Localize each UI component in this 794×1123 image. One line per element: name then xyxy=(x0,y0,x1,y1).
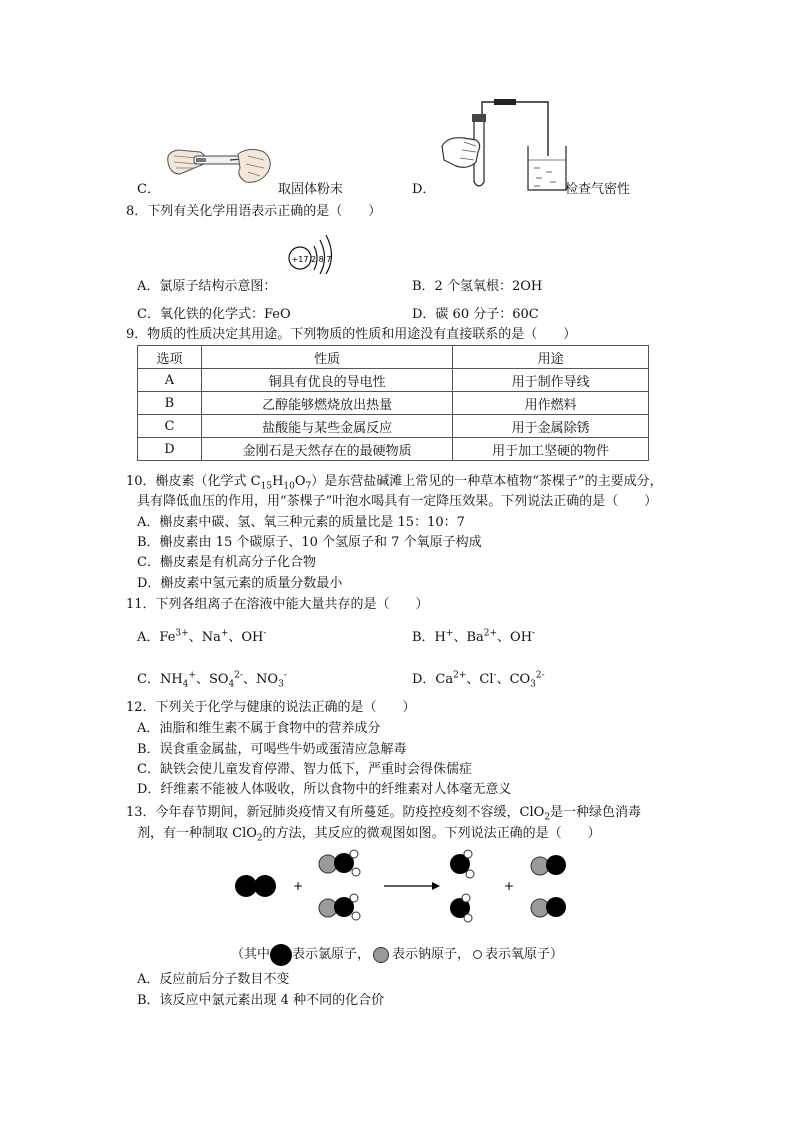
option-a: A．槲皮素中碳、氢、氧三种元素的质量比是 15：10：7 xyxy=(137,515,465,530)
option-caption: 检查气密性 xyxy=(565,182,631,197)
cell-use: 用于金属除锈 xyxy=(453,415,649,438)
oxygen-atom-icon xyxy=(473,950,482,959)
option-label: C． xyxy=(137,182,160,197)
option-d: D．槲皮素中氢元素的质量分数最小 xyxy=(137,576,343,591)
option-a: A．油脂和维生素不属于食物中的营养成分 xyxy=(137,721,381,736)
atom-legend xyxy=(231,943,563,967)
cell-use: 用作燃料 xyxy=(453,392,649,415)
question-stem-line-1: 13．今年春节期间，新冠肺炎疫情又有所蔓延。防疫控疫刻不容缓，ClO$_2$是一种绿色消毒 xyxy=(126,805,642,823)
cell-option: A xyxy=(138,369,202,392)
cell-use: 用于制作导线 xyxy=(453,369,649,392)
option-d: D．碳 60 分子：60C xyxy=(412,307,539,322)
table-row xyxy=(138,369,649,392)
legend-chlorine-label: 表示氯原子， xyxy=(292,947,371,962)
option-c: C．$NH_4^+$、$SO_4^{2-}$、$NO_3^-$ xyxy=(137,670,287,690)
option-b: B．H+、$Ba^{2+}$、OH- xyxy=(412,628,536,645)
cell-property: 乙醇能够燃烧放出热量 xyxy=(201,392,452,415)
option-c: C．槲皮素是有机高分子化合物 xyxy=(137,555,316,570)
option-c: C．缺铁会使儿童发育停滞、智力低下，严重时会得侏儒症 xyxy=(137,762,472,777)
option-a: A．反应前后分子数目不变 xyxy=(137,972,290,987)
plus-sign: + xyxy=(503,879,515,893)
question-stem: 8．下列有关化学用语表示正确的是（ ） xyxy=(126,204,382,219)
header-option: 选项 xyxy=(138,346,202,369)
legend-prefix: （其中 xyxy=(231,947,271,962)
hands-test-tube-illustration xyxy=(160,140,278,192)
cell-use: 用于加工坚硬的物件 xyxy=(453,438,649,461)
clo2-molecule xyxy=(450,850,474,878)
option-c: C．氧化铁的化学式：FeO xyxy=(137,307,291,322)
option-caption: 取固体粉末 xyxy=(278,182,344,197)
cell-property: 盐酸能与某些金属反应 xyxy=(201,415,452,438)
electron-shells: 2 8 7 xyxy=(311,255,332,264)
header-property: 性质 xyxy=(201,346,452,369)
question-stem: 9．物质的性质决定其用途。下列物质的性质和用途没有直接联系的是（ ） xyxy=(126,327,577,342)
cell-option: C xyxy=(138,415,202,438)
properties-uses-table xyxy=(137,345,649,461)
legend-sodium-label: 表示钠原子， xyxy=(392,947,471,962)
cell-option: D xyxy=(138,438,202,461)
table-row xyxy=(138,415,649,438)
option-b: B．槲皮素由 15 个碳原子、10 个氢原子和 7 个氧原子构成 xyxy=(137,535,482,550)
cell-option: B xyxy=(138,392,202,415)
naclo2-molecule xyxy=(319,894,360,920)
sodium-atom-icon xyxy=(373,947,389,963)
question-stem: 11．下列各组离子在溶液中能大量共存的是（ ） xyxy=(126,597,429,612)
cell-property: 铜具有优良的导电性 xyxy=(201,369,452,392)
airtightness-apparatus-illustration xyxy=(438,96,568,196)
table-row xyxy=(138,438,649,461)
question-stem-line-2: 剂，有一种制取 ClO$_2$的方法，其反应的微观图如图。下列说法正确的是（ ） xyxy=(137,826,601,844)
cell-property: 金刚石是天然存在的最硬物质 xyxy=(201,438,452,461)
chlorine-atom-icon xyxy=(270,944,292,966)
question-stem: 12．下列关于化学与健康的说法正确的是（ ） xyxy=(126,700,416,715)
legend-oxygen-label: 表示氧原子） xyxy=(485,947,564,962)
table-row xyxy=(138,392,649,415)
option-b: B．2 个氢氧根：2OH xyxy=(412,279,543,294)
question-stem-line-1: 10．槲皮素（化学式 $C_{15}H_{10}O_7$）是东营盐碱滩上常见的一种草本植物“茶棵子”的主要成分， xyxy=(126,474,663,492)
table-header-row xyxy=(138,346,649,369)
nucleus-charge: +17 xyxy=(291,255,309,264)
nacl-molecule xyxy=(531,897,566,917)
cl2-molecule xyxy=(235,875,276,897)
reaction-microscopic-diagram xyxy=(228,846,578,926)
option-d: D．纤维素不能被人体吸收，所以食物中的纤维素对人体毫无意义 xyxy=(137,782,512,797)
nacl-molecule xyxy=(531,855,566,875)
naclo2-molecule xyxy=(319,850,360,876)
question-stem-line-2: 具有降低血压的作用，用“茶棵子”叶泡水喝具有一定降压效果。下列说法正确的是（ ） xyxy=(137,494,658,509)
chlorine-atom-structure-diagram xyxy=(284,234,340,274)
option-b: B．该反应中氯元素出现 4 种不同的化合价 xyxy=(137,993,385,1008)
clo2-molecule xyxy=(450,894,472,922)
option-a: A．氯原子结构示意图： xyxy=(137,279,277,294)
option-a: A．$Fe^{3+}$、Na+、OH- xyxy=(137,628,267,645)
option-label: D． xyxy=(412,182,436,197)
option-d: D．$Ca^{2+}$、Cl-、$CO_3^{2-}$ xyxy=(412,670,545,690)
header-use: 用途 xyxy=(453,346,649,369)
option-b: B．误食重金属盐，可喝些牛奶或蛋清应急解毒 xyxy=(137,742,407,757)
plus-sign: + xyxy=(292,879,304,893)
